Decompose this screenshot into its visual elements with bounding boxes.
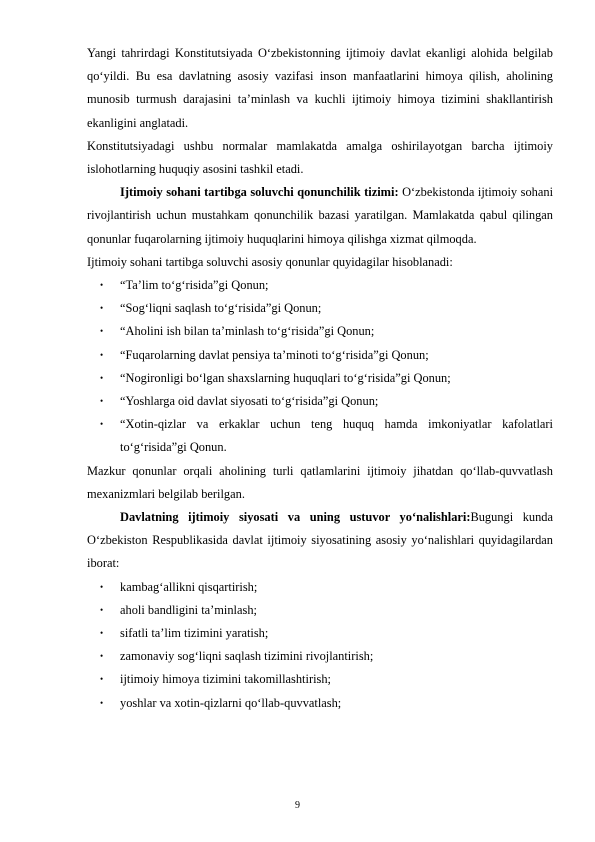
section-1-heading: Ijtimoiy sohani tartibga soluvchi qonunchilik tizimi: <box>120 185 399 200</box>
intro-paragraph: Yangi tahrirdagi Konstitutsiyada O‘zbekistonning ijtimoiy davlat ekanligi alohida belgilab qo‘yildi. Bu esa davlatning asosiy vazifasi inson manfaatlarini himoya qilish, aholining munosib turmush darajasini ta’minlash va kuchli ijtimoiy himoya tizimini shakllantirish ekanligini anglatadi. <box>87 46 553 130</box>
bullet-icon: • <box>100 372 104 383</box>
bullet-icon: • <box>100 303 104 314</box>
list-item: • “Sog‘liqni saqlash to‘g‘risida”gi Qonun; <box>87 297 553 320</box>
list-item: • “Nogironligi bo‘lgan shaxslarning huquqlari to‘g‘risida”gi Qonun; <box>87 367 553 390</box>
list-item: • zamonaviy sog‘liqni saqlash tizimini rivojlantirish; <box>87 645 553 668</box>
list-item: • kambag‘allikni qisqartirish; <box>87 576 553 599</box>
bullet-icon: • <box>100 280 104 291</box>
list-item: • “Yoshlarga oid davlat siyosati to‘g‘risida”gi Qonun; <box>87 390 553 413</box>
list-item: • ijtimoiy himoya tizimini takomillashtirish; <box>87 668 553 691</box>
bullet-icon: • <box>100 326 104 337</box>
bullet-icon: • <box>100 674 104 685</box>
section-1-lead: Ijtimoiy sohani tartibga soluvchi asosiy qonunlar quyidagilar hisoblanadi: <box>87 254 453 269</box>
section-1-text: O‘zbekistonda ijtimoiy sohani rivojlantirish uchun mustahkam qonunchilik bazasi yaratilgan. Mamlakatda qabul qilingan qonunlar fuqarolarning ijtimoiy huquqlarini himoya qilishga xizmat qilmoqda. <box>87 185 554 246</box>
section-2-paragraph <box>87 506 553 576</box>
section-2-text: Bugungi kunda O‘zbekiston Respublikasida davlat ijtimoiy siyosatining asosiy yo‘nalishlari quyidagilardan iborat: <box>87 510 553 571</box>
list-item: • “Aholini ish bilan ta’minlash to‘g‘risida”gi Qonun; <box>87 320 553 343</box>
document-page <box>87 42 553 715</box>
list-item: • “Ta’lim to‘g‘risida”gi Qonun; <box>87 274 553 297</box>
section-1-paragraph <box>87 181 553 251</box>
paragraph-2: Konstitutsiyadagi ushbu normalar mamlakatda amalga oshirilayotgan barcha ijtimoiy islohotlarning huquqiy asosini tashkil etadi. <box>87 138 553 177</box>
list-item: • aholi bandligini ta’minlash; <box>87 599 553 622</box>
section-2-heading: Davlatning ijtimoiy siyosati va uning ustuvor yo‘nalishlari: <box>120 510 471 525</box>
list-item: • yoshlar va xotin-qizlarni qo‘llab-quvvatlash; <box>87 692 553 715</box>
bullet-icon: • <box>100 651 104 662</box>
bullet-icon: • <box>100 396 104 407</box>
bullet-icon: • <box>100 628 104 639</box>
bullet-icon: • <box>100 604 104 615</box>
list-item: • “Xotin-qizlar va erkaklar uchun teng huquq hamda imkoniyatlar kafolatlari to‘g‘risida”gi Qonun. <box>87 413 553 459</box>
bullet-icon: • <box>100 349 104 360</box>
bullet-icon: • <box>100 697 104 708</box>
bullet-icon: • <box>100 419 104 430</box>
section-1-closing: Mazkur qonunlar orqali aholining turli qatlamlarini ijtimoiy jihatdan qo‘llab-quvvatlash mexanizmlari belgilab berilgan. <box>87 463 553 501</box>
bullet-icon: • <box>100 581 104 592</box>
policy-directions-list <box>87 576 553 715</box>
list-item: • sifatli ta’lim tizimini yaratish; <box>87 622 553 645</box>
laws-list <box>87 274 553 460</box>
list-item: • “Fuqarolarning davlat pensiya ta’minoti to‘g‘risida”gi Qonun; <box>87 344 553 367</box>
page-number: 9 <box>295 800 300 811</box>
